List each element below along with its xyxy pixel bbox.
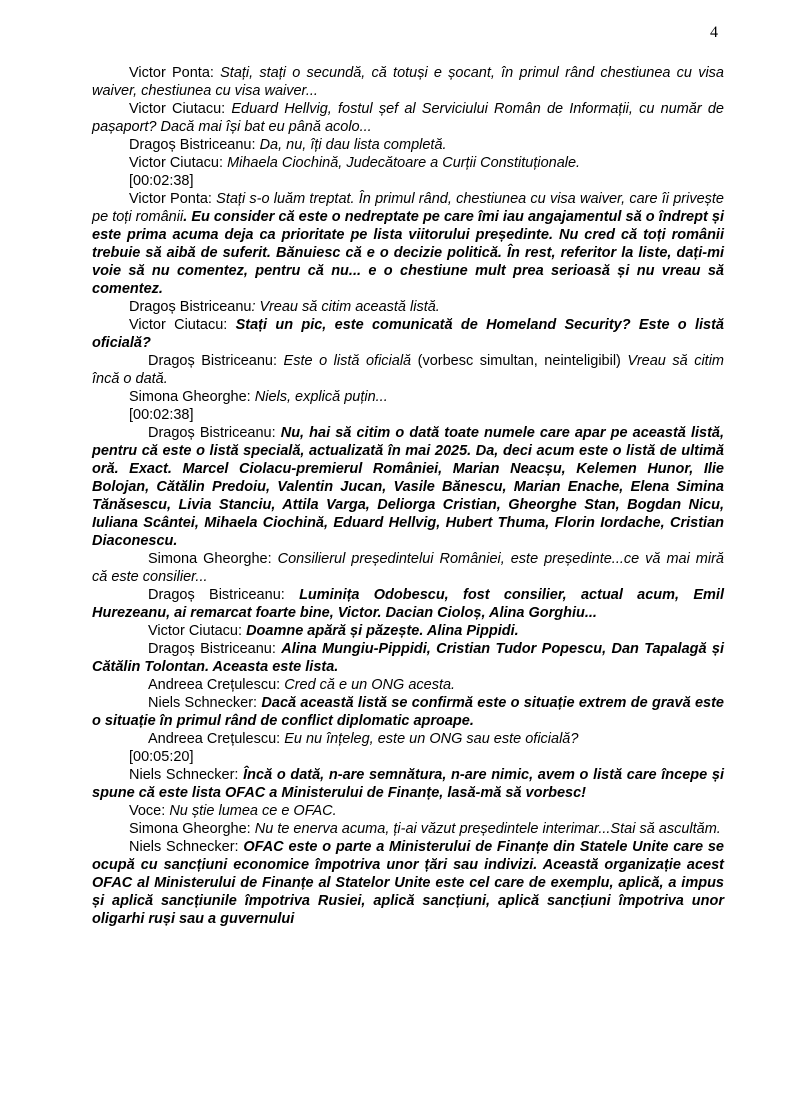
- speaker-name: Dragoș Bistriceanu:: [148, 641, 282, 657]
- utterance-text: Alina Mungiu-Pippidi, Cristian Tudor Popescu, Dan Tapalagă și Cătălin Tolontan. Aceasta este lista.: [92, 641, 725, 675]
- speaker-name: Victor Ciutacu:: [129, 317, 236, 333]
- utterance-text: (vorbesc simultan, neinteligibil): [411, 353, 628, 369]
- utterance-text: Stați, stați o secundă, că totuși e șocant, în primul rând chestiunea cu visa waiver, chestiunea cu visa waiver...: [92, 65, 724, 99]
- speaker-name: Voce:: [129, 803, 170, 819]
- speaker-turn: [92, 316, 724, 352]
- speaker-name: Dragoș Bistriceanu: [129, 299, 252, 315]
- transcript-body: [92, 64, 724, 928]
- speaker-turn: [92, 802, 724, 820]
- speaker-turn: [92, 838, 724, 928]
- speaker-name: Niels Schnecker:: [129, 767, 244, 783]
- speaker-turn: [92, 676, 724, 694]
- speaker-name: Victor Ponta:: [129, 65, 221, 81]
- utterance-text: Mihaela Ciochină, Judecătoare a Curții Constituționale.: [227, 155, 581, 171]
- speaker-turn: [92, 640, 724, 676]
- utterance-text: Consilierul președintelui României, este președinte...ce vă mai miră că este consilier...: [92, 551, 724, 585]
- speaker-name: Dragoș Bistriceanu:: [129, 137, 260, 153]
- speaker-turn: [92, 154, 724, 172]
- utterance-text: Eu nu înțeleg, este un ONG sau este oficială?: [284, 731, 579, 747]
- utterance-text: Doamne apără și păzește. Alina Pippidi.: [246, 623, 519, 639]
- speaker-name: Simona Gheorghe:: [148, 551, 278, 567]
- utterance-text: Stați s-o luăm treptat. În primul rând, chestiunea cu visa waiver, care îi privește pe toți românii: [92, 191, 724, 225]
- speaker-name: Dragoș Bistriceanu:: [148, 587, 300, 603]
- utterance-text: OFAC este o parte a Ministerului de Finanțe din Statele Unite care se ocupă cu sancțiuni economice împotriva unor țări sau indivizi. Această organizație acest OFAC al Ministerului de Finanțe al Statelor Unite este cel care de exemplu, aplică, a impus și aplică sancțiunile împotriva Rusiei, aplică sancțiuni, aplică sancțiuni împotriva unor oligarhi ruși sau a guvernului: [92, 839, 724, 927]
- speaker-turn: [92, 64, 724, 100]
- utterance-text: Eduard Hellvig, fostul șef al Serviciului Român de Informații, cu număr de pașaport? Dacă mai își bat eu până acolo...: [92, 101, 724, 135]
- speaker-name: Victor Ciutacu:: [148, 623, 247, 639]
- utterance-text: Stați un pic, este comunicată de Homeland Security? Este o listă oficială?: [92, 317, 724, 351]
- speaker-turn: [92, 352, 724, 388]
- timestamp: [00:05:20]: [129, 749, 194, 765]
- utterance-text: Nu știe lumea ce e OFAC.: [169, 803, 337, 819]
- speaker-name: Niels Schnecker:: [129, 839, 244, 855]
- utterance-text: Vreau să citim încă o dată.: [92, 353, 724, 387]
- speaker-name: Andreea Crețulescu:: [148, 731, 285, 747]
- speaker-turn: [92, 586, 724, 622]
- page-number: 4: [710, 24, 718, 41]
- speaker-turn: [92, 694, 724, 730]
- utterance-text: Luminița Odobescu, fost consilier, actual acum, Emil Hurezeanu, ai remarcat foarte bine, Victor. Dacian Cioloș, Alina Gorghiu...: [92, 587, 724, 621]
- speaker-name: Niels Schnecker:: [148, 695, 262, 711]
- utterance-text: Da, nu, îți dau lista completă.: [259, 137, 447, 153]
- utterance-text: Nu te enerva acuma, ți-ai văzut președintele interimar...Stai să ascultăm.: [254, 821, 721, 837]
- speaker-name: Victor Ponta:: [129, 191, 217, 207]
- speaker-turn: [92, 190, 724, 298]
- speaker-name: Dragoș Bistriceanu:: [148, 425, 281, 441]
- speaker-turn: [92, 730, 724, 748]
- utterance-text: : Vreau să citim această listă.: [251, 299, 440, 315]
- speaker-turn: [92, 622, 724, 640]
- utterance-text: Niels, explică puțin...: [254, 389, 388, 405]
- utterance-text: Nu, hai să citim o dată toate numele care apar pe această listă, pentru că este o listă specială, actualizată în mai 2025. Da, deci acum este o listă de ultimă oră. Exact. Marcel Ciolacu-premierul României, Marian Neacșu, Kelemen Hunor, Ilie Bolojan, Cătălin Predoiu, Valentin Jucan, Vasile Bănescu, Marian Enache, Elena Simina Tănăsescu, Livia Stanciu, Attila Varga, Deliorga Cristian, Gheorghe Stan, Bogdan Nicu, Iuliana Scântei, Mihaela Ciochină, Eduard Hellvig, Hubert Thuma, Florin Iordache, Cristian Diaconescu.: [92, 425, 724, 549]
- speaker-turn: [92, 100, 724, 136]
- timestamp: [00:02:38]: [129, 407, 194, 423]
- speaker-turn: [92, 388, 724, 406]
- speaker-name: Simona Gheorghe:: [129, 821, 255, 837]
- speaker-name: Andreea Crețulescu:: [148, 677, 285, 693]
- speaker-turn: [92, 820, 724, 838]
- utterance-text: Încă o dată, n-are semnătura, n-are nimic, avem o listă care începe și spune că este lista OFAC a Ministerului de Finanțe, lasă-mă să vorbesc!: [92, 767, 724, 801]
- utterance-text: Dacă această listă se confirmă este o situație extrem de gravă este o situație în primul rând de conflict diplomatic aproape.: [92, 695, 724, 729]
- speaker-turn: [92, 424, 724, 550]
- utterance-text: Cred că e un ONG acesta.: [284, 677, 456, 693]
- speaker-name: Dragoș Bistriceanu:: [148, 353, 284, 369]
- speaker-name: Victor Ciutacu:: [129, 101, 232, 117]
- speaker-turn: [92, 136, 724, 154]
- utterance-text: Este o listă oficială: [283, 353, 412, 369]
- timestamp: [00:02:38]: [129, 173, 194, 189]
- speaker-turn: [92, 550, 724, 586]
- speaker-name: Victor Ciutacu:: [129, 155, 228, 171]
- speaker-name: Simona Gheorghe:: [129, 389, 255, 405]
- speaker-turn: [92, 766, 724, 802]
- speaker-turn: [92, 298, 724, 316]
- utterance-text: . Eu consider că este o nedreptate pe care îmi iau angajamentul să o îndrept și este prima acuma deja ca prioritate pe lista viitorului președinte. Nu cred că toți românii trebuie să aibă de suferit. Bănuiesc că e o decizie politică. În rest, referitor la liste, dați-mi voie să nu comentez, pentru că nu... e o chestiune mult prea serioasă și nu vreau să comentez.: [92, 209, 724, 297]
